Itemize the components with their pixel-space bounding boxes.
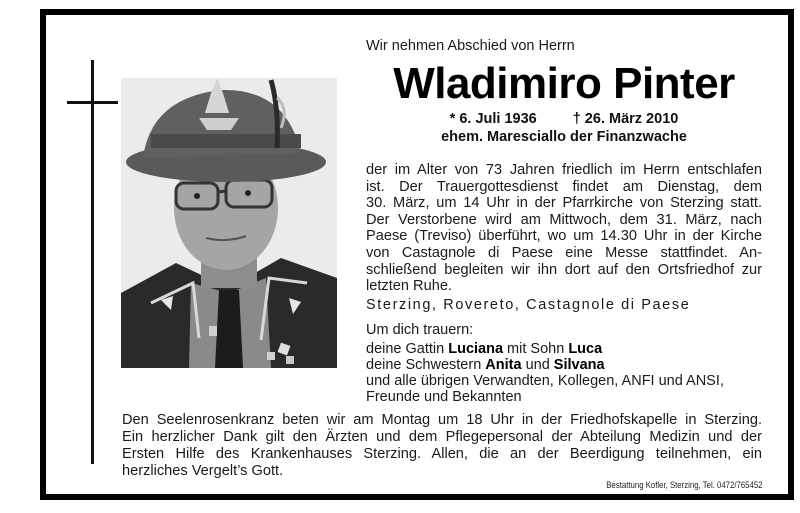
cross-icon-vertical <box>91 60 94 464</box>
body-line: Paese (Treviso) überführt, wo um 14.30 Uhr in der Kirche <box>366 228 762 245</box>
closing-line: herzliches Vergelt’s Gott. <box>122 463 284 479</box>
mourner-line: Freunde und Bekannten <box>366 389 522 405</box>
closing-line: Ein herzlicher Dank gilt den Ärzten und dem Pflegepersonal der Abteilung Medizin und der <box>122 429 762 445</box>
cross-icon-horizontal <box>67 101 118 104</box>
body-line: Der Verstorbene wird am Mittwoch, dem 31. März, nach <box>366 211 762 228</box>
former-rank: ehem. Maresciallo der Finanzwache <box>441 129 687 145</box>
body-line: der im Alter von 73 Jahren friedlich im Herrn entschlafen <box>366 162 762 178</box>
mourner-text: mit Sohn <box>503 341 569 357</box>
mourner-line: und alle übrigen Verwandten, Kollegen, ANFI und ANSI, <box>366 373 724 389</box>
mourner-text: deine Schwestern <box>366 357 486 373</box>
funeral-home-credit: Bestattung Kofler, Sterzing, Tel. 0472/765452 <box>605 480 762 491</box>
mourners-list <box>366 341 724 405</box>
mourner-name: Luca <box>568 341 603 357</box>
closing-line: Den Seelenrosenkranz beten wir am Montag um 18 Uhr in der Friedhofskapelle in Sterzing. <box>122 412 762 428</box>
portrait-image <box>121 78 337 368</box>
mourner-line <box>366 341 724 357</box>
body-line: 30. März, um 14 Uhr in der Pfarrkirche von Sterzing statt. <box>366 195 762 212</box>
mourner-text: deine Gattin <box>366 341 449 357</box>
mourner-name: Luciana <box>448 341 504 357</box>
body-line: letzten Ruhe. <box>366 278 452 295</box>
mourner-text: und <box>521 357 554 373</box>
body-line: schließend begleiten wir ihn dort auf den Ortsfriedhof zur <box>366 261 762 278</box>
life-dates <box>366 111 762 127</box>
funeral-details <box>366 162 762 295</box>
body-line: ist. Der Trauergottesdienst findet am Dienstag, dem <box>366 178 762 195</box>
mourner-name: Anita <box>485 357 522 373</box>
mourner-line <box>366 357 724 373</box>
places-line: Sterzing, Rovereto, Castagnole di Paese <box>366 297 691 313</box>
mourners-heading: Um dich trauern: <box>366 322 474 338</box>
intro-text: Wir nehmen Abschied von Herrn <box>366 38 575 54</box>
birth-date: * 6. Juli 1936 <box>449 111 537 127</box>
death-date: † 26. März 2010 <box>572 111 679 127</box>
closing-paragraph <box>122 412 762 480</box>
portrait-photo <box>121 78 337 368</box>
mourner-name: Silvana <box>553 357 605 373</box>
closing-line: Ersten Hilfe des Krankenhauses Sterzing. Allen, die an der Beerdigung teilnehmen, ein <box>122 446 762 462</box>
deceased-name: Wladimiro Pinter <box>393 59 735 108</box>
body-line: von Castagnole di Paese eine Messe stattfindet. An- <box>366 244 762 261</box>
